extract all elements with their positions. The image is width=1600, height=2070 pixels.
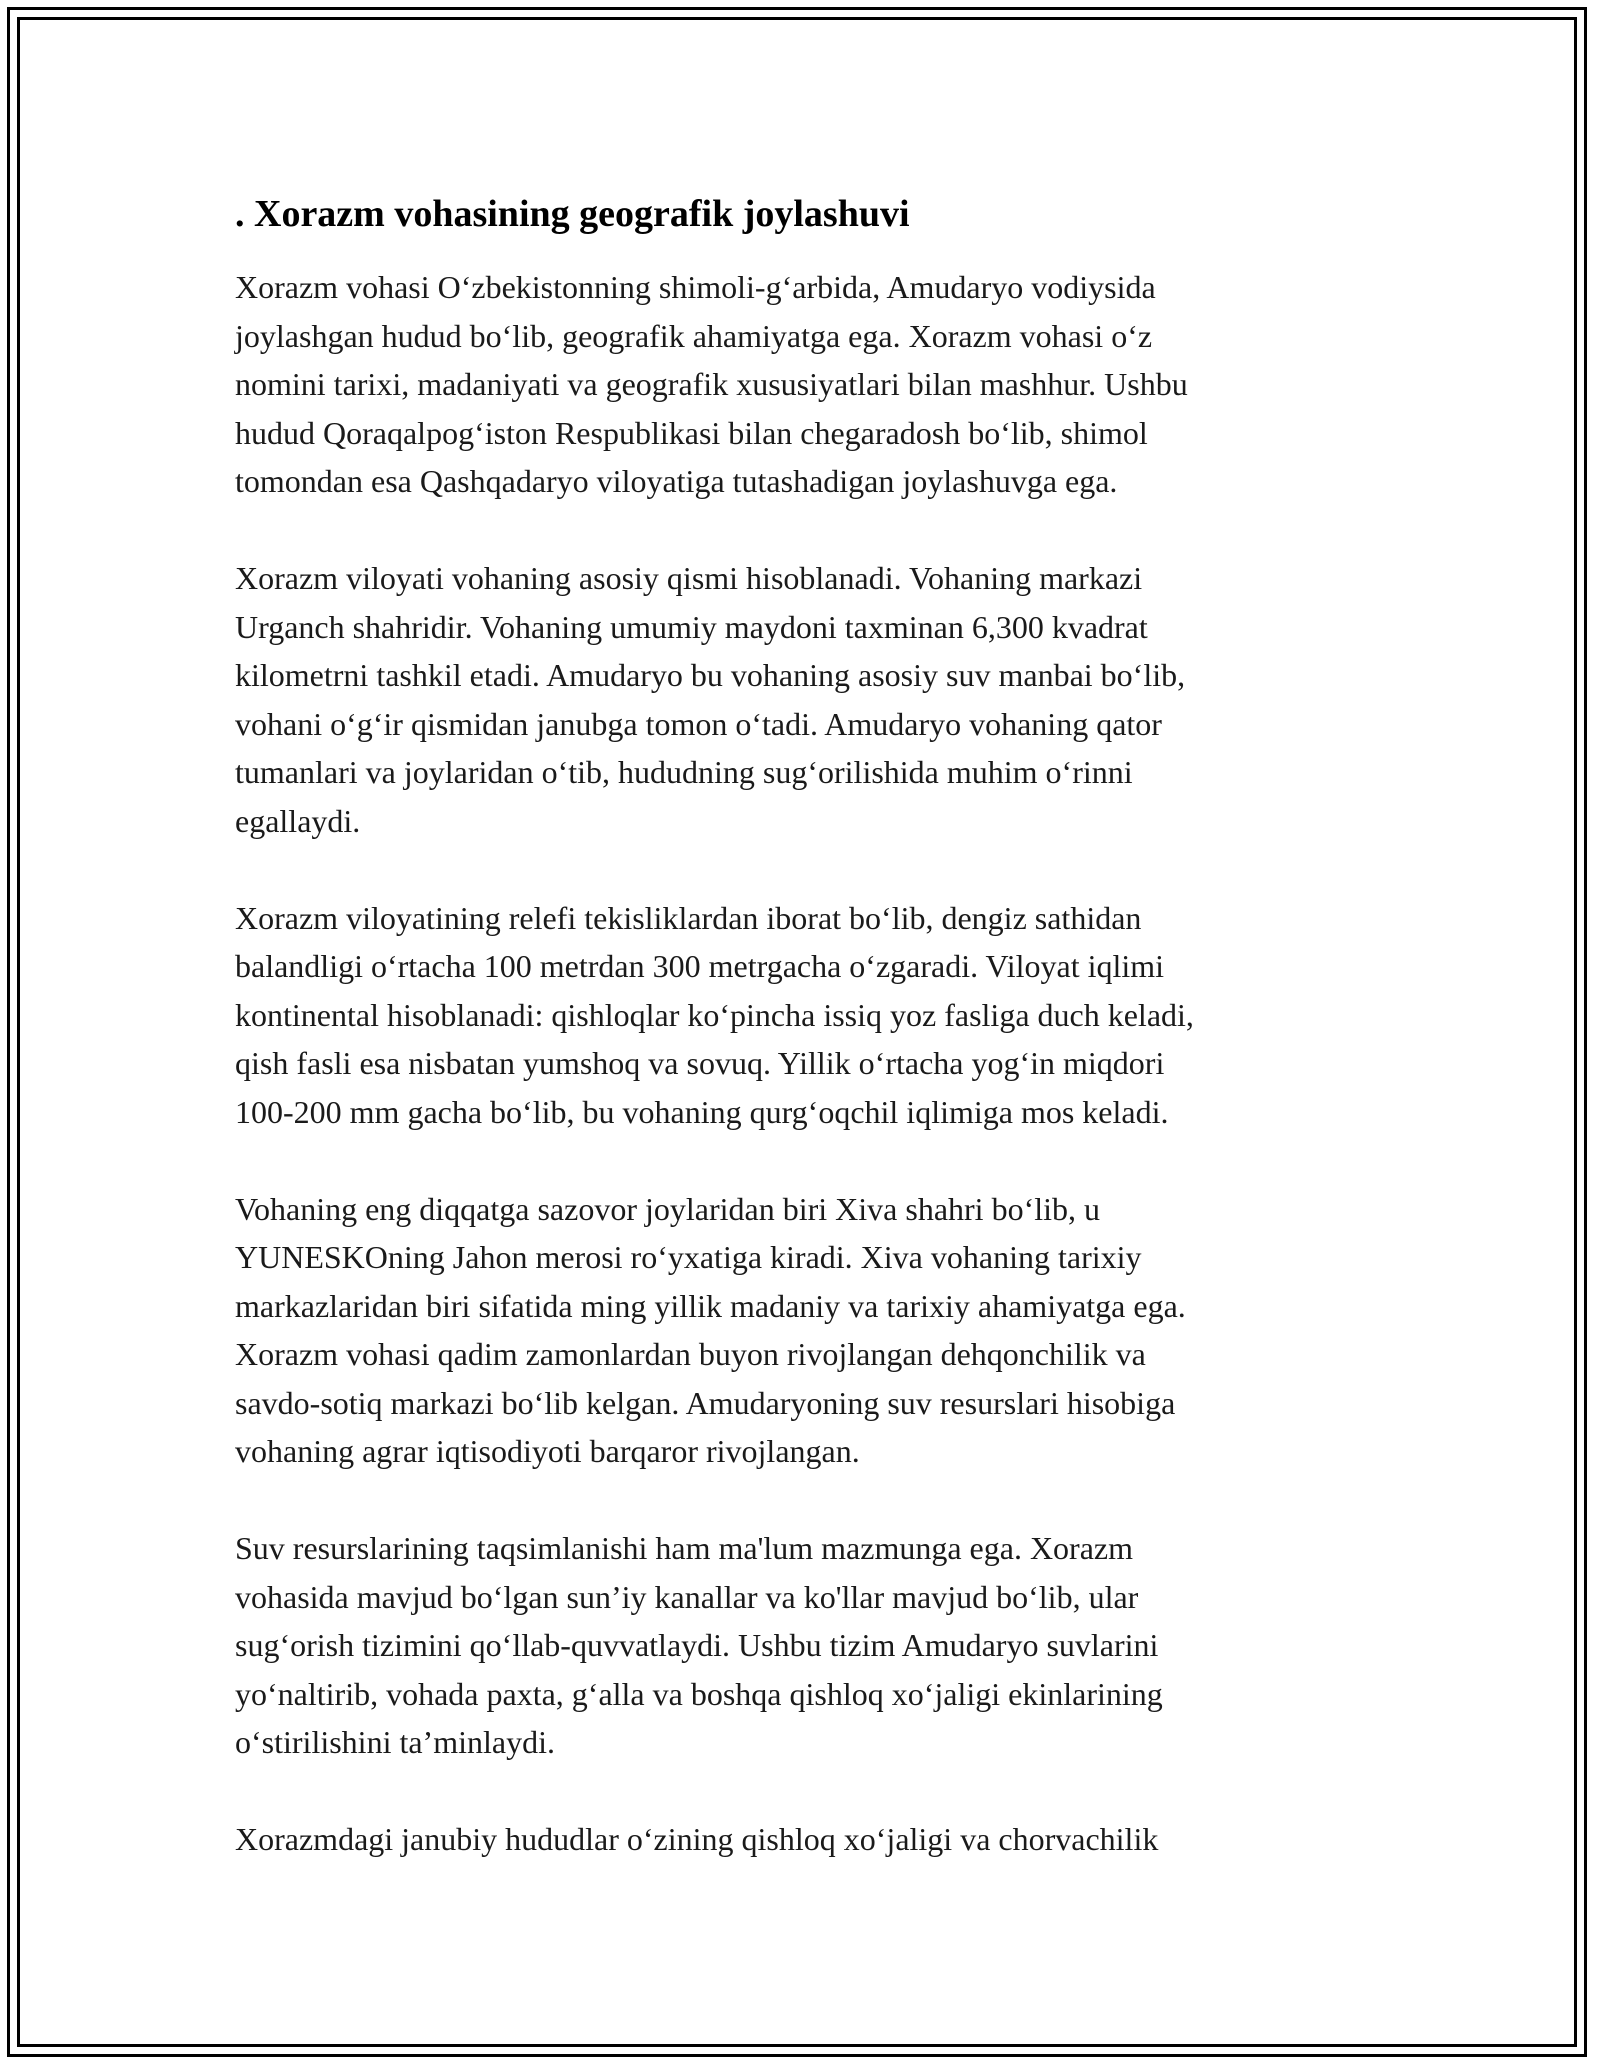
paragraph-6: Xorazmdagi janubiy hududlar o‘zining qishloq xo‘jaligi va chorvachilik	[235, 1821, 1159, 1858]
paragraph-3: Xorazm viloyatining relefi tekisliklardan iborat bo‘lib, dengiz sathidan balandligi o‘rtacha 100 metrdan 300 metrgacha o‘zgaradi. Viloyat iqlimi kontinental hisoblanadi: qishloqlar ko‘pincha issiq yoz fasliga duch keladi, qish fasli esa nisbatan yumshoq va sovuq. Yillik o‘rtacha yog‘in miqdori 100-200 mm gacha bo‘lib, bu vohaning qurg‘oqchil iqlimiga mos keladi.	[235, 899, 1194, 1130]
paragraph-5: Suv resurslarining taqsimlanishi ham ma'lum mazmunga ega. Xorazm vohasida mavjud bo‘lgan sun’iy kanallar va ko'llar mavjud bo‘lib, ular sug‘orish tizimini qo‘llab-quvvatlaydi. Ushbu tizim Amudaryo suvlarini yo‘naltirib, vohada paxta, g‘alla va boshqa qishloq xo‘jaligi ekinlarining o‘stirilishini ta’minlaydi.	[235, 1530, 1163, 1761]
paragraph-4: Vohaning eng diqqatga sazovor joylaridan biri Xiva shahri bo‘lib, u YUNESKOning Jahon merosi ro‘yxatiga kiradi. Xiva vohaning tarixiy markazlaridan biri sifatida ming yillik madaniy va tarixiy ahamiyatga ega. Xorazm vohasi qadim zamonlardan buyon rivojlangan dehqonchilik va savdo-sotiq markazi bo‘lib kelgan. Amudaryoning suv resurslari hisobiga vohaning agrar iqtisodiyoti barqaror rivojlangan.	[235, 1190, 1186, 1470]
paragraph-1: Xorazm vohasi O‘zbekistonning shimoli-g‘arbida, Amudaryo vodiysida joylashgan hudud bo‘lib, geografik ahamiyatga ega. Xorazm vohasi o‘z nomini tarixi, madaniyati va geografik xususiyatlari bilan mashhur. Ushbu hudud Qoraqalpog‘iston Respublikasi bilan chegaradosh bo‘lib, shimol tomondan esa Qashqadaryo viloyatiga tutashadigan joylashuvga ega.	[235, 269, 1188, 500]
document-body	[235, 185, 1365, 1912]
page-title: . Xorazm vohasining geografik joylashuvi	[235, 193, 910, 235]
paragraph-2: Xorazm viloyati vohaning asosiy qismi hisoblanadi. Vohaning markazi Urganch shahridir. Vohaning umumiy maydoni taxminan 6,300 kvadrat kilometrni tashkil etadi. Amudaryo bu vohaning asosiy suv manbai bo‘lib, vohani o‘g‘ir qismidan janubga tomon o‘tadi. Amudaryo vohaning qator tumanlari va joylaridan o‘tib, hududning sug‘orilishida muhim o‘rinni egallaydi.	[235, 559, 1186, 839]
